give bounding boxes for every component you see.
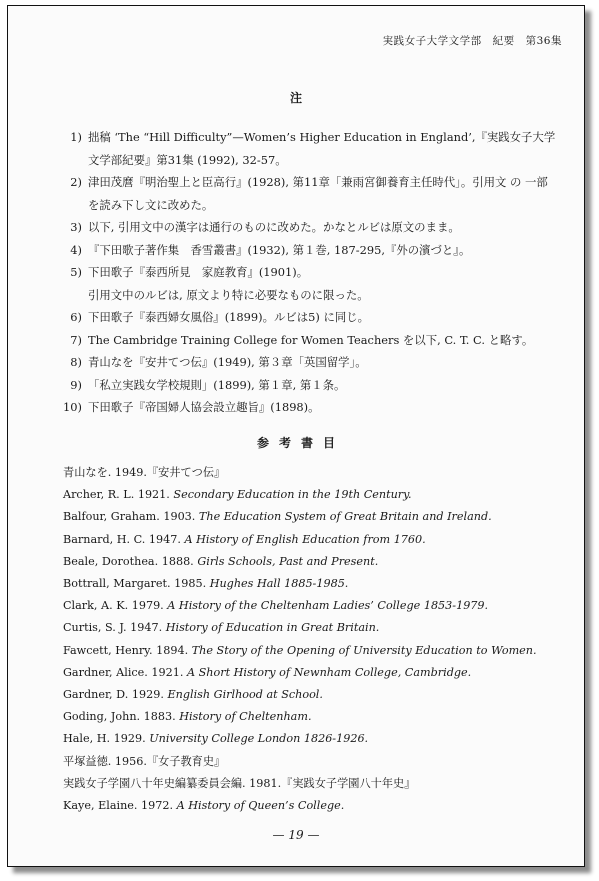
bibliography-entry: [63, 573, 568, 595]
note-number: 3): [70, 220, 82, 234]
note-item: [58, 261, 568, 306]
note-number: 2): [70, 175, 82, 189]
bibliography-author-year: Clark, A. K. 1979.: [63, 599, 168, 613]
note-item: [58, 396, 568, 419]
bibliography-author-year: Balfour, Graham. 1903.: [63, 510, 199, 524]
notes-heading: 注: [289, 91, 302, 105]
bibliography-title: History of Cheltenham.: [179, 710, 312, 724]
note-item: [58, 306, 568, 329]
bibliography-title: The Education System of Great Britain and Ireland.: [198, 510, 492, 524]
bibliography-title: A History of the Cheltenham Ladies’ College 1853-1979.: [167, 599, 489, 613]
bibliography-author-year: Kaye, Elaine. 1972.: [63, 799, 177, 813]
note-number: 10): [63, 400, 82, 414]
note-item: [58, 374, 568, 397]
bibliography-heading: 参考書目: [256, 436, 345, 450]
note-number: 8): [70, 355, 82, 369]
note-text: 以下, 引用文中の漢字は通行のものに改めた。かなとルビは原文のまま。: [88, 220, 460, 234]
note-number: 7): [70, 332, 82, 347]
bibliography-entry: [63, 706, 568, 728]
bibliography-author-year: Hale, H. 1929.: [63, 732, 150, 746]
note-number: 4): [70, 242, 82, 257]
bibliography-title: Secondary Education in the 19th Century.: [173, 488, 412, 502]
note-text: 青山なを『安井てつ伝』(1949), 第３章「英国留学」。: [88, 355, 367, 369]
note-text: 『下田歌子著作集 香雪叢書』(1932), 第１巻, 187-295,『外の濱づと』。: [88, 242, 471, 257]
bibliography-entry: [63, 551, 568, 573]
bibliography-author-year: 実践女子学園八十年史編纂委員会編. 1981.『実践女子学園八十年史』: [63, 776, 416, 790]
note-item: [58, 329, 568, 352]
bibliography-title: History of Education in Great Britain.: [165, 621, 380, 635]
bibliography-entry: [63, 617, 568, 639]
bibliography-author-year: 平塚益徳. 1956.『女子教育史』: [63, 754, 226, 768]
note-text: 下田歌子『帝国婦人協会設立趣旨』(1898)。: [88, 400, 320, 414]
document-page: [7, 5, 585, 867]
bibliography-author-year: Barnard, H. C. 1947.: [63, 532, 185, 546]
note-continuation: を読み下し文に改めた。: [88, 197, 214, 212]
bibliography-author-year: Bottrall, Margaret. 1985.: [63, 577, 210, 591]
note-text: 下田歌子『泰西所見 家庭教育』(1901)。: [88, 265, 309, 279]
note-item: [58, 171, 568, 216]
note-text: 拙稿 ‘The “Hill Difficulty”—Women’s Higher Education in England’,『実践女子大学: [88, 130, 556, 144]
bibliography-list: [63, 462, 568, 817]
bibliography-entry: [63, 795, 568, 817]
bibliography-entry: [63, 595, 568, 617]
note-item: [58, 216, 568, 239]
bibliography-author-year: Fawcett, Henry. 1894.: [63, 643, 192, 657]
bibliography-author-year: Beale, Dorothea. 1888.: [63, 554, 198, 568]
bibliography-author-year: 青山なを. 1949.『安井てつ伝』: [63, 466, 226, 479]
note-item: [58, 351, 568, 374]
bibliography-entry: [63, 462, 568, 484]
bibliography-author-year: Archer, R. L. 1921.: [63, 488, 174, 502]
bibliography-entry: [63, 684, 568, 706]
note-number: 6): [70, 310, 82, 324]
bibliography-title: English Girlhood at School.: [167, 688, 323, 702]
note-number: 9): [70, 377, 82, 392]
note-number: 5): [70, 265, 82, 279]
note-text: 下田歌子『泰西婦女風俗』(1899)。ルビは5) に同じ。: [88, 310, 370, 324]
notes-list: [58, 126, 568, 419]
bibliography-entry: [63, 506, 568, 528]
bibliography-entry: [63, 640, 568, 662]
note-text: 津田茂麿『明治聖上と臣高行』(1928), 第11章「兼雨宮御養育主任時代」。引用文 の 一部: [88, 175, 548, 189]
note-continuation: 引用文中のルビは, 原文より特に必要なものに限った。: [88, 287, 369, 302]
bibliography-entry: [63, 529, 568, 551]
bibliography-author-year: Curtis, S. J. 1947.: [63, 621, 166, 635]
bibliography-title: A Short History of Newnham College, Cambridge.: [187, 665, 472, 679]
note-number: 1): [70, 130, 82, 144]
bibliography-entry: [63, 662, 568, 684]
bibliography-entry: [63, 751, 568, 773]
bibliography-title: Hughes Hall 1885-1985.: [209, 577, 349, 591]
page-number: — 19 —: [272, 828, 320, 842]
bibliography-title: A History of Queen’s College.: [176, 799, 345, 813]
note-item: [58, 126, 568, 171]
bibliography-entry: [63, 728, 568, 750]
bibliography-title: The Story of the Opening of University Education to Women.: [191, 643, 537, 657]
bibliography-title: Girls Schools, Past and Present.: [197, 554, 379, 568]
bibliography-author-year: Goding, John. 1883.: [63, 710, 180, 724]
note-text: The Cambridge Training College for Women Teachers を以下, C. T. C. と略す。: [88, 332, 534, 347]
bibliography-entry: [63, 773, 568, 795]
running-header: 実践女子大学文学部 紀要 第36集: [382, 35, 562, 47]
bibliography-title: University College London 1826-1926.: [149, 732, 369, 746]
note-item: [58, 239, 568, 262]
bibliography-author-year: Gardner, D. 1929.: [63, 688, 168, 702]
bibliography-title: A History of English Education from 1760.: [184, 532, 426, 546]
bibliography-entry: [63, 484, 568, 506]
note-continuation: 文学部紀要』第31集 (1992), 32-57。: [88, 152, 287, 167]
note-text: 「私立実践女学校規則」(1899), 第１章, 第１条。: [88, 377, 346, 392]
bibliography-author-year: Gardner, Alice. 1921.: [63, 665, 187, 679]
